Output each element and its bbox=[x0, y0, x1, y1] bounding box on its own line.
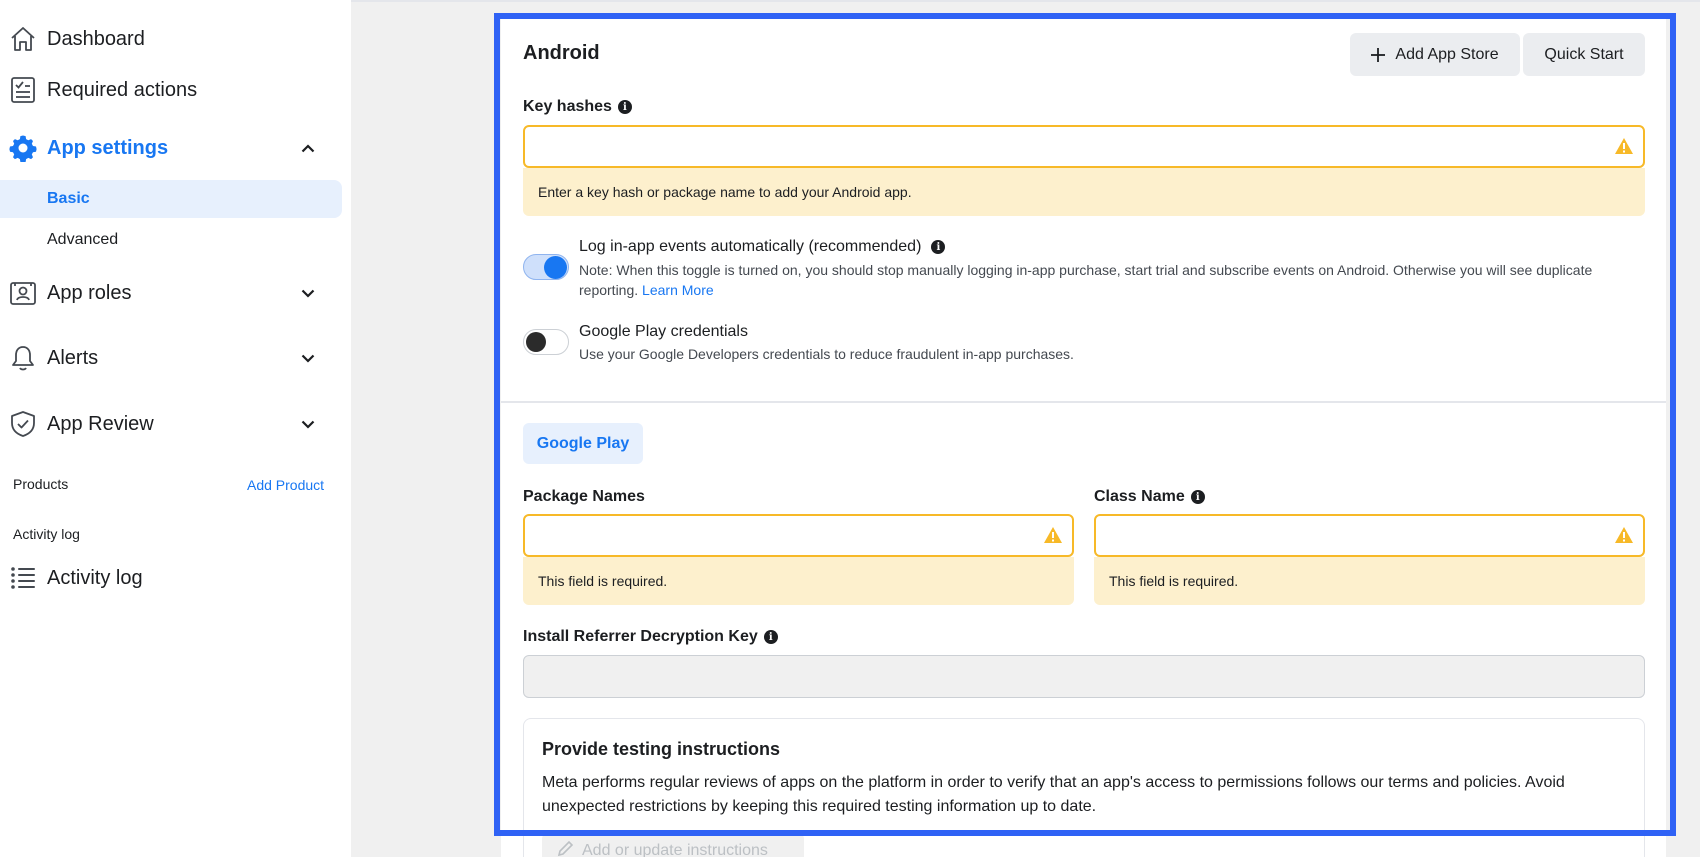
info-icon[interactable]: i bbox=[764, 630, 778, 644]
home-icon bbox=[8, 24, 38, 54]
google-play-credentials-description: Use your Google Developers credentials to reduce fraudulent in-app purchases. bbox=[579, 346, 1074, 362]
class-name-label-text: Class Name bbox=[1094, 488, 1185, 505]
sidebar-item-label: Alerts bbox=[47, 346, 99, 369]
warning-icon bbox=[1614, 137, 1634, 155]
sidebar-item-label: App settings bbox=[47, 136, 169, 159]
sidebar-item-label: App roles bbox=[47, 281, 132, 304]
class-name-label bbox=[1094, 488, 1205, 506]
quick-start-label: Quick Start bbox=[1544, 45, 1624, 63]
warning-icon bbox=[1043, 526, 1063, 544]
add-update-instructions-label: Add or update instructions bbox=[582, 842, 768, 857]
shield-check-icon bbox=[8, 409, 38, 439]
section-divider bbox=[501, 401, 1666, 403]
install-referrer-input-wrapper bbox=[523, 655, 1645, 698]
package-names-warning: This field is required. bbox=[523, 557, 1074, 605]
install-referrer-label bbox=[523, 628, 778, 646]
install-referrer-label-text: Install Referrer Decryption Key bbox=[523, 628, 758, 645]
chevron-down-icon[interactable] bbox=[298, 283, 318, 303]
gear-icon bbox=[8, 133, 38, 163]
package-names-input-wrapper bbox=[523, 514, 1074, 557]
testing-instructions-description: Meta performs regular reviews of apps on the platform in order to verify that an app's access to permissions follows our terms and policies. Avoid unexpected restrictions by keeping this required testing information up to date. bbox=[542, 774, 1565, 815]
key-hashes-label bbox=[523, 98, 632, 116]
list-icon bbox=[8, 563, 38, 593]
sidebar-item-app-roles[interactable] bbox=[0, 278, 351, 308]
activity-section-label: Activity log bbox=[13, 526, 80, 542]
add-app-store-label: Add App Store bbox=[1395, 45, 1499, 63]
sidebar-item-label: Required actions bbox=[47, 78, 198, 101]
sidebar-item-label: Activity log bbox=[47, 566, 143, 589]
tab-google-play[interactable]: Google Play bbox=[523, 423, 643, 464]
sidebar-item-label: App Review bbox=[47, 412, 154, 435]
log-events-toggle[interactable] bbox=[523, 254, 569, 280]
id-badge-icon bbox=[8, 278, 38, 308]
chevron-down-icon[interactable] bbox=[298, 348, 318, 368]
google-play-credentials-title bbox=[579, 323, 748, 341]
key-hashes-input[interactable] bbox=[525, 127, 1643, 166]
products-section-label: Products bbox=[13, 476, 69, 492]
sidebar-item-dashboard[interactable] bbox=[0, 24, 351, 54]
log-events-note-text: Note: When this toggle is turned on, you should stop manually logging in-app purchase, start trial and subscribe events on Android. Otherwise you will see duplicate reporting. bbox=[579, 262, 1593, 298]
key-hashes-label-text: Key hashes bbox=[523, 98, 612, 115]
warning-icon bbox=[1614, 526, 1634, 544]
sidebar-subitem-advanced[interactable] bbox=[0, 221, 342, 259]
log-events-note bbox=[579, 260, 1639, 300]
toggle-knob bbox=[544, 256, 567, 279]
quick-start-button[interactable] bbox=[1523, 33, 1645, 76]
chevron-up-icon[interactable] bbox=[298, 138, 318, 158]
top-divider bbox=[351, 0, 1700, 2]
add-app-store-button[interactable] bbox=[1350, 33, 1520, 76]
key-hashes-warning: Enter a key hash or package name to add your Android app. bbox=[523, 168, 1645, 216]
testing-instructions-title: Provide testing instructions bbox=[542, 739, 781, 759]
log-events-title bbox=[579, 238, 945, 256]
sidebar-item-app-review[interactable] bbox=[0, 409, 351, 439]
sidebar-subitem-label: Basic bbox=[47, 190, 90, 207]
google-play-credentials-title-text: Google Play credentials bbox=[579, 323, 748, 340]
info-icon[interactable]: i bbox=[931, 240, 945, 254]
sidebar-item-alerts[interactable] bbox=[0, 343, 351, 373]
key-hashes-input-wrapper bbox=[523, 125, 1645, 168]
class-name-input-wrapper bbox=[1094, 514, 1645, 557]
bell-icon bbox=[8, 343, 38, 373]
info-icon[interactable]: i bbox=[618, 100, 632, 114]
learn-more-link[interactable]: Learn More bbox=[642, 282, 714, 298]
log-events-title-text: Log in-app events automatically (recommended) bbox=[579, 238, 922, 255]
pencil-icon bbox=[556, 840, 574, 857]
info-icon[interactable]: i bbox=[1191, 490, 1205, 504]
toggle-knob bbox=[526, 332, 546, 352]
google-play-credentials-toggle[interactable] bbox=[523, 329, 569, 355]
package-names-input[interactable] bbox=[525, 516, 1072, 555]
package-names-label-text: Package Names bbox=[523, 488, 645, 505]
sidebar-subitem-label: Advanced bbox=[47, 231, 119, 248]
sidebar bbox=[0, 0, 351, 857]
add-product-link[interactable]: Add Product bbox=[247, 477, 325, 493]
package-names-label bbox=[523, 488, 645, 506]
plus-icon bbox=[1371, 48, 1385, 62]
sidebar-item-app-settings[interactable] bbox=[0, 133, 351, 163]
sidebar-item-activity-log[interactable] bbox=[0, 563, 351, 593]
add-update-instructions-button[interactable] bbox=[542, 833, 804, 857]
class-name-input[interactable] bbox=[1096, 516, 1643, 555]
sidebar-subitem-basic[interactable] bbox=[0, 180, 342, 218]
class-name-warning: This field is required. bbox=[1094, 557, 1645, 605]
sidebar-item-required-actions[interactable] bbox=[0, 75, 351, 105]
install-referrer-input[interactable] bbox=[524, 656, 1644, 697]
chevron-down-icon[interactable] bbox=[298, 414, 318, 434]
checklist-icon bbox=[8, 75, 38, 105]
sidebar-item-label: Dashboard bbox=[47, 27, 145, 50]
android-title: Android bbox=[523, 42, 600, 64]
